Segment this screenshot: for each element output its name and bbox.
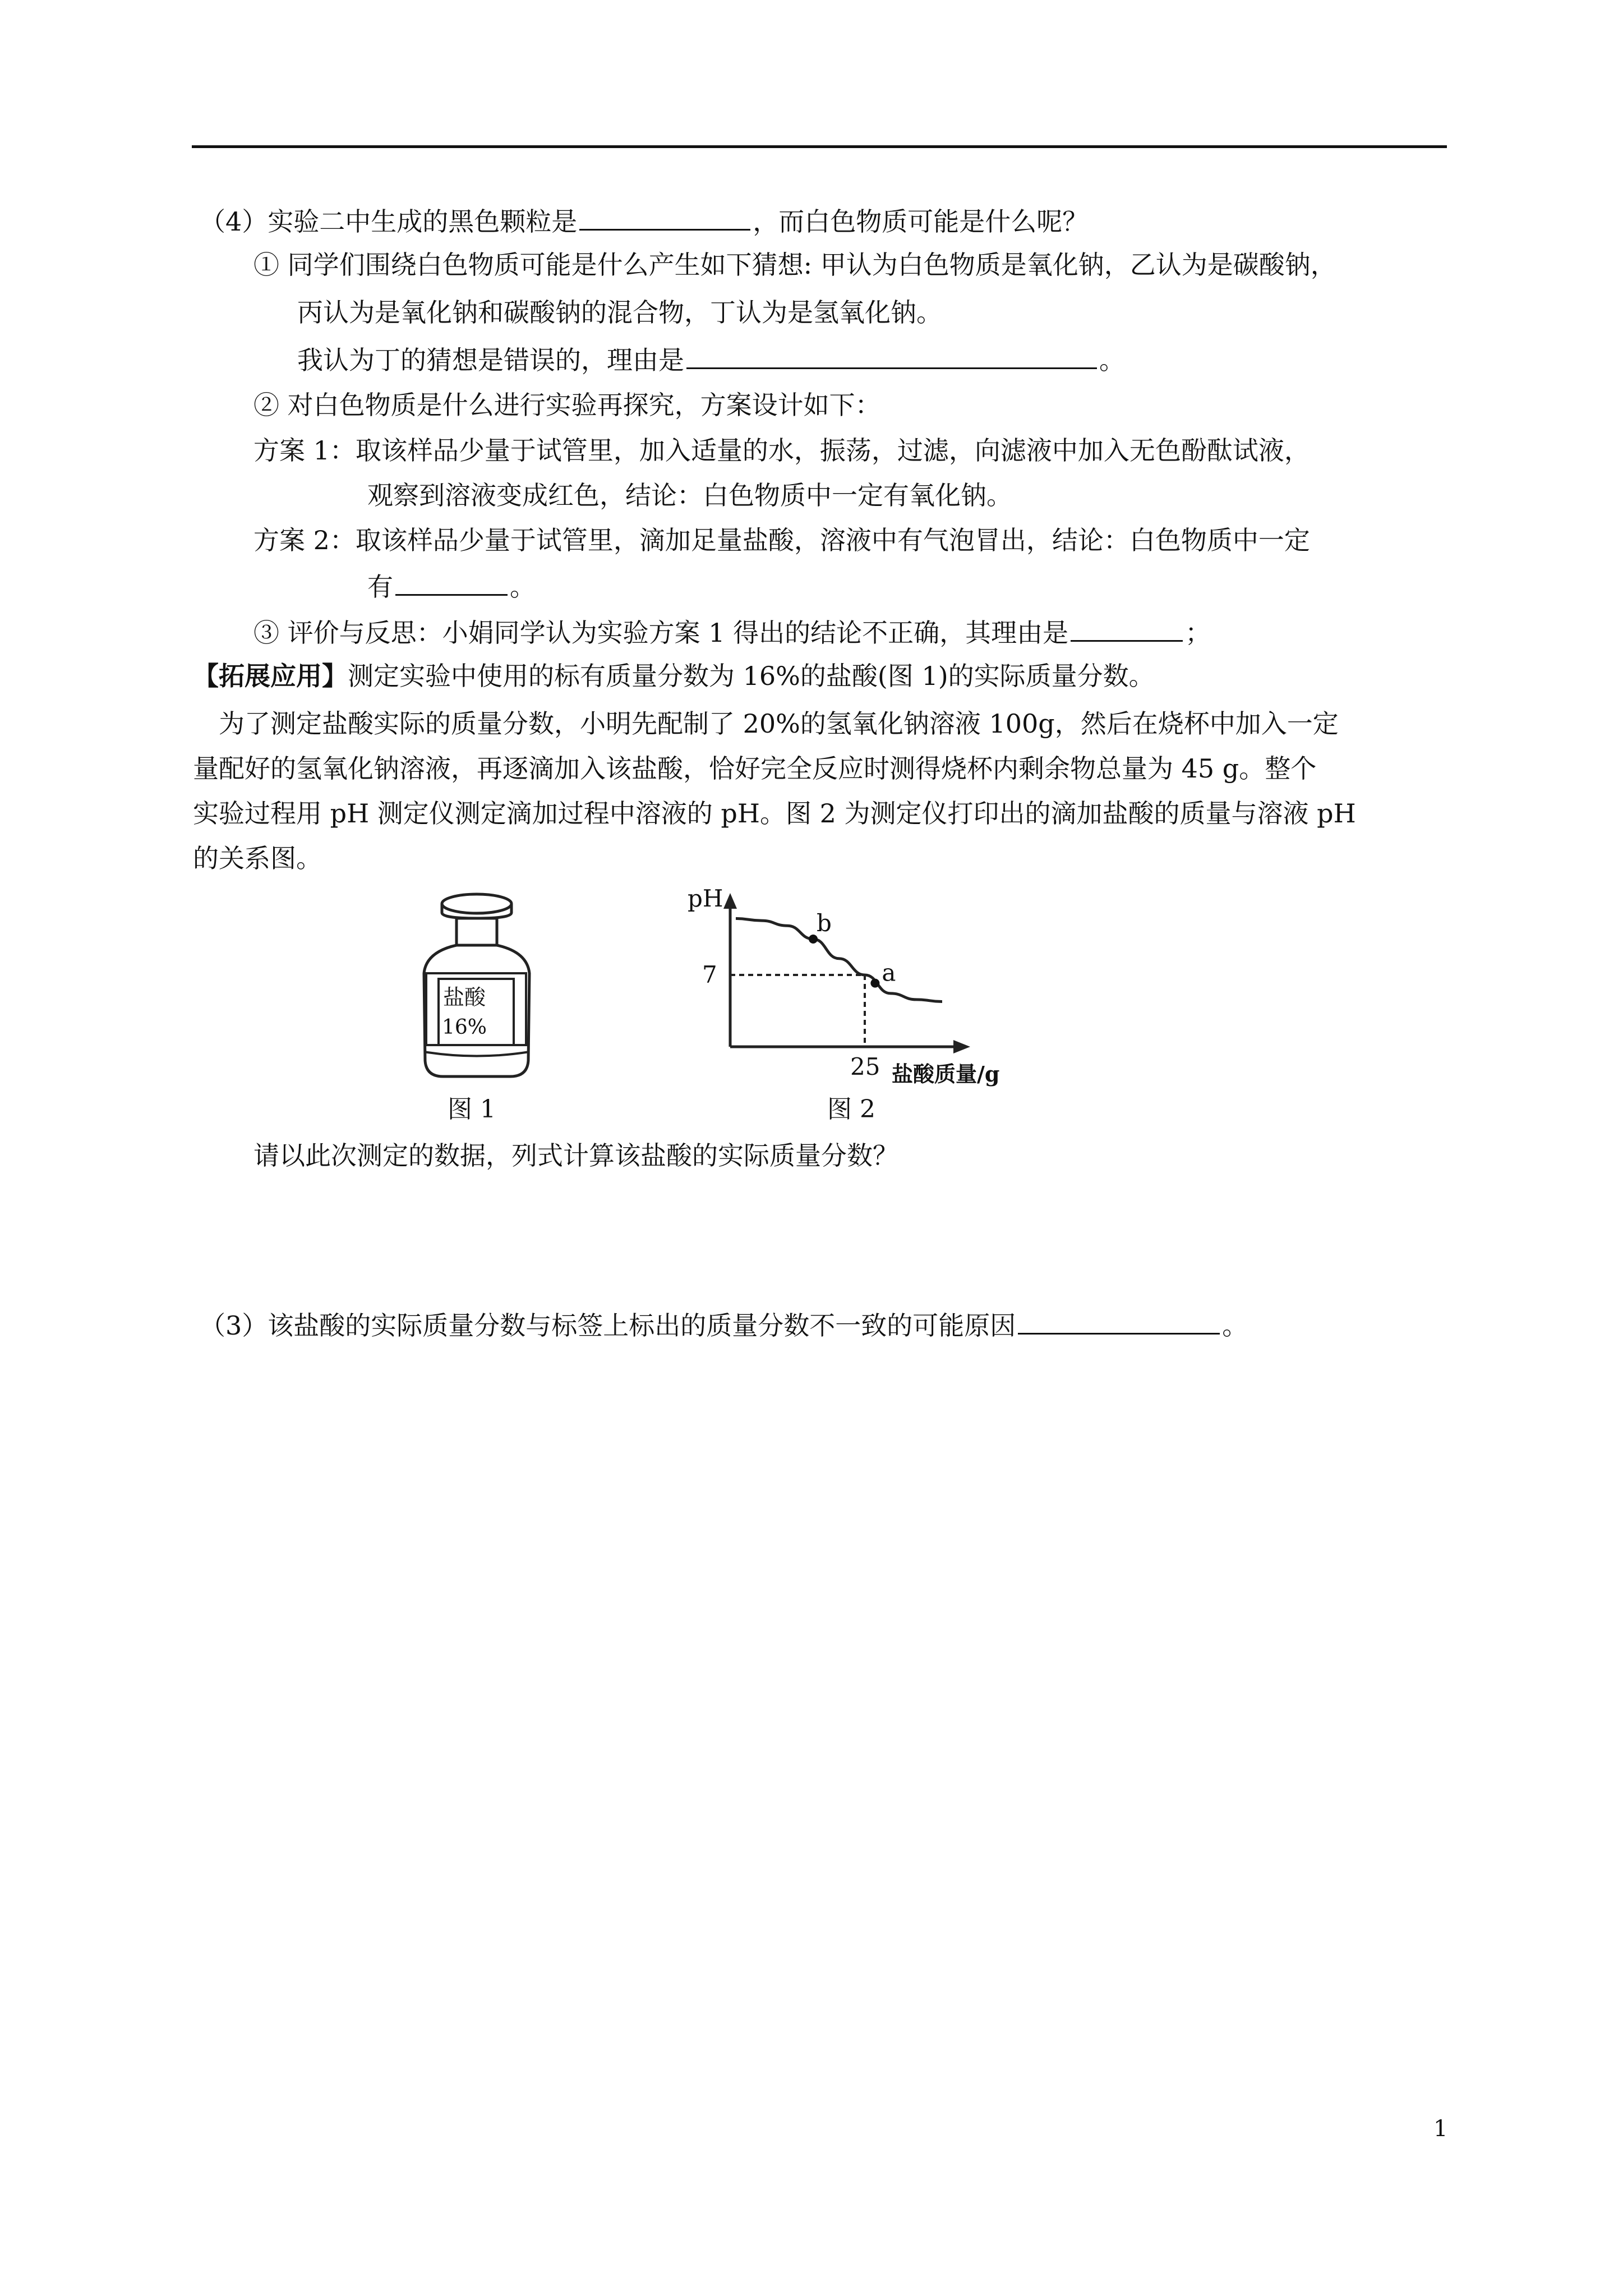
point-a-label: a <box>882 959 896 987</box>
answer-blank[interactable] <box>579 203 750 231</box>
extension-para-line3: 实验过程用 pH 测定仪测定滴加过程中溶液的 pH。图 2 为测定仪打印出的滴加盐酸的质量与溶液 pH <box>193 798 1356 829</box>
point-b-label: b <box>817 909 832 937</box>
answer-blank[interactable] <box>1071 614 1183 642</box>
plan2-line2: 有 。 <box>367 568 536 604</box>
y-axis-label: pH <box>688 885 723 912</box>
bottle-label-percent: 16% <box>442 1016 487 1039</box>
figure1-bottle <box>409 889 544 1080</box>
extension-para-line2: 量配好的氢氧化钠溶液，再逐滴加入该盐酸，恰好完全反应时测得烧杯内剩余物总量为 45 g。整个 <box>193 753 1317 784</box>
plan2-line1: 方案 2：取该样品少量于试管里，滴加足量盐酸，溶液中有气泡冒出，结论：白色物质中一定 <box>253 525 1310 555</box>
q4-line1: （4）实验二中生成的黑色颗粒是 ，而白色物质可能是什么呢？ <box>200 203 1088 238</box>
bottle-label-name: 盐酸 <box>443 985 486 1010</box>
q4-item3: ③ 评价与反思：小娟同学认为实验方案 1 得出的结论不正确，其理由是 ； <box>253 614 1211 650</box>
q4-item2: ② 对白色物质是什么进行实验再探究，方案设计如下： <box>253 390 881 420</box>
x-axis-label: 盐酸质量/g <box>892 1061 1000 1087</box>
ph-curve-series <box>736 918 942 1001</box>
y-tick-label: 7 <box>702 961 717 988</box>
q4-item1-line1: ① 同学们围绕白色物质可能是什么产生如下猜想: 甲认为白色物质是氧化钠，乙认为是碳酸钠， <box>253 250 1336 280</box>
extension-para-line1: 为了测定盐酸实际的质量分数，小明先配制了 20%的氢氧化钠溶液 100g，然后在烧杯中加入一定 <box>219 708 1339 739</box>
extension-heading-line: 【拓展应用】测定实验中使用的标有质量分数为 16%的盐酸(图 1)的实际质量分数。 <box>193 661 1155 691</box>
extension-para-line4: 的关系图。 <box>193 843 322 873</box>
calculation-question: 请以此次测定的数据，列式计算该盐酸的实际质量分数？ <box>253 1140 898 1171</box>
x-axis-arrow <box>953 1040 970 1053</box>
plan1-line2: 观察到溶液变成红色，结论：白色物质中一定有氧化钠。 <box>367 480 1012 510</box>
point-a-marker <box>870 979 879 988</box>
figure1-caption: 图 1 <box>448 1095 496 1124</box>
figure2-chart <box>679 881 1015 1094</box>
extension-heading: 【拓展应用】 <box>193 661 348 691</box>
x-tick-label: 25 <box>850 1053 880 1080</box>
figure2-caption: 图 2 <box>827 1095 875 1124</box>
q3-line: （3）该盐酸的实际质量分数与标签上标出的质量分数不一致的可能原因 。 <box>200 1307 1248 1342</box>
q4-item1-line3: 我认为丁的猜想是错误的，理由是 。 <box>297 342 1125 377</box>
plan1-line1: 方案 1：取该样品少量于试管里，加入适量的水，振荡，过滤，向滤液中加入无色酚酞试液， <box>253 435 1310 466</box>
answer-blank[interactable] <box>686 342 1097 369</box>
page-number: 1 <box>1433 2116 1448 2142</box>
answer-blank[interactable] <box>1018 1307 1220 1335</box>
y-axis-arrow <box>723 893 737 909</box>
q4-item1-line2: 丙认为是氧化钠和碳酸钠的混合物，丁认为是氢氧化钠。 <box>297 297 942 328</box>
header-rule <box>192 145 1447 148</box>
answer-blank[interactable] <box>395 568 508 596</box>
